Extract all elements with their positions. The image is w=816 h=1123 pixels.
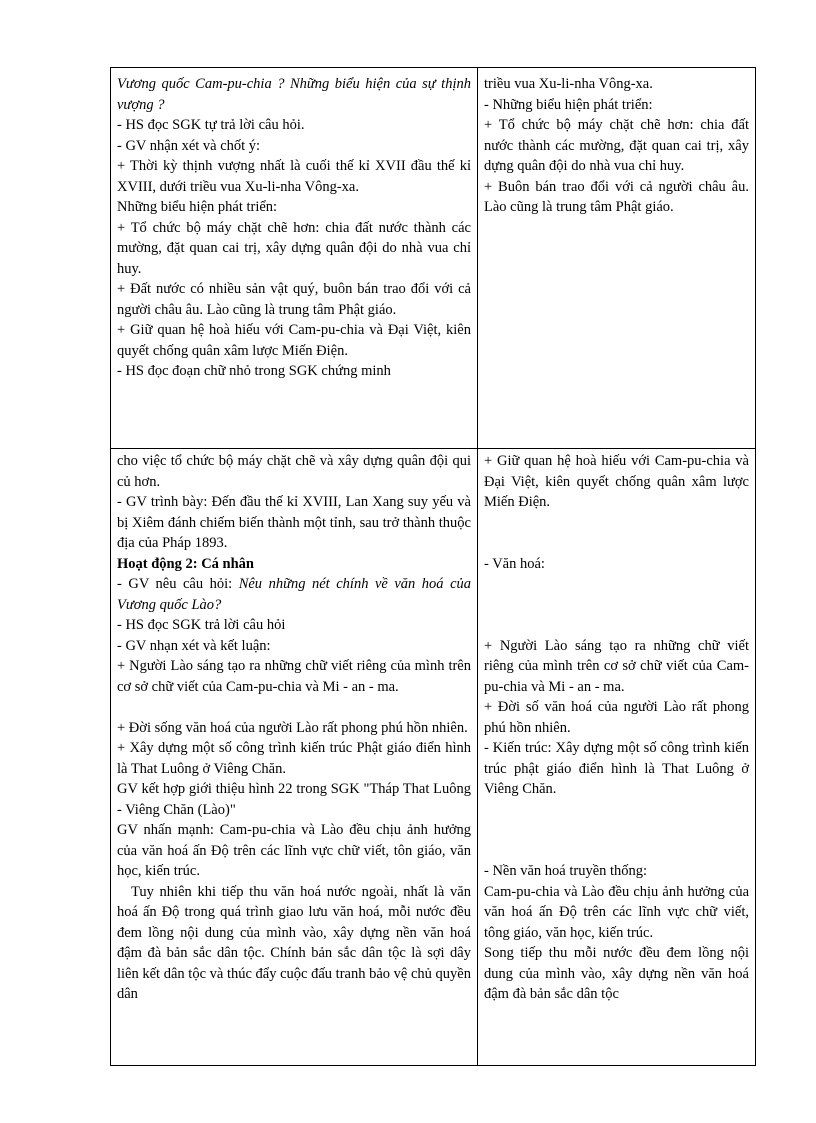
paragraph bbox=[117, 197, 471, 218]
paragraph bbox=[117, 136, 471, 157]
paragraph-text: Song tiếp thu mỗi nước đều đem lồng nội dung của mình vào, xây dựng nền văn hoá đậm đà bản sắc dân tộc bbox=[484, 945, 749, 1002]
paragraph-text: + Thời kỳ thịnh vượng nhất là cuối thế kỉ XVII đầu thế kỉ XVIII, dưới triều vua Xu-li-nha Vông-xa. bbox=[117, 158, 471, 195]
paragraph bbox=[484, 95, 749, 116]
paragraph-text: - HS đọc SGK trả lời câu hỏi bbox=[117, 617, 286, 633]
paragraph bbox=[484, 574, 749, 595]
paragraph bbox=[117, 320, 471, 361]
table-row bbox=[111, 68, 755, 448]
paragraph-text: + Người Lào sáng tạo ra những chữ viết riêng của mình trên cơ sở chữ viết của Cam-pu-chia và Mi - an - ma. bbox=[117, 658, 471, 695]
paragraph-text: - GV nêu câu hỏi: bbox=[117, 576, 239, 592]
paragraph-text: - Nền văn hoá truyền thống: bbox=[484, 863, 648, 879]
content-cell bbox=[478, 68, 755, 448]
paragraph-text: + Đời số văn hoá của người Lào rất phong phú hồn nhiên. bbox=[484, 699, 749, 736]
paragraph bbox=[484, 513, 749, 534]
paragraph bbox=[117, 115, 471, 136]
paragraph bbox=[117, 615, 471, 636]
activity-cell bbox=[111, 449, 478, 1065]
paragraph-text: - HS đọc đoạn chữ nhỏ trong SGK chứng minh bbox=[117, 363, 391, 379]
paragraph bbox=[484, 861, 749, 882]
paragraph bbox=[117, 451, 471, 492]
paragraph bbox=[117, 738, 471, 779]
paragraph-text: - Văn hoá: bbox=[484, 555, 545, 572]
paragraph bbox=[484, 115, 749, 177]
paragraph bbox=[117, 156, 471, 197]
paragraph bbox=[117, 554, 471, 575]
paragraph-text: + Buôn bán trao đổi với cả người châu âu. Lào cũng là trung tâm Phật giáo. bbox=[484, 178, 749, 215]
content-cell bbox=[478, 449, 755, 1065]
paragraph-text: - GV nhạn xét và kết luận: bbox=[117, 637, 271, 654]
paragraph bbox=[117, 718, 471, 739]
paragraph-text: - GV trình bày: Đến đầu thế kỉ XVIII, Lan Xang suy yếu và bị Xiêm đánh chiếm biến thành một tỉnh, sau trở thành thuộc địa của Pháp 1893. bbox=[117, 494, 471, 551]
paragraph-text: - HS đọc SGK tự trả lời câu hỏi. bbox=[117, 117, 305, 133]
paragraph bbox=[117, 820, 471, 882]
paragraph-text: + Đất nước có nhiều sản vật quý, buôn bán trao đổi với cả người châu âu. Lào cũng là trung tâm Phật giáo. bbox=[117, 281, 471, 318]
paragraph bbox=[484, 615, 749, 636]
table-row bbox=[111, 448, 755, 1065]
paragraph bbox=[484, 554, 749, 575]
paragraph bbox=[117, 74, 471, 115]
paragraph-text: - Kiến trúc: Xây dựng một số công trình kiến trúc phật giáo điển hình là That Luông ở Viêng Chăn. bbox=[484, 740, 749, 797]
paragraph bbox=[117, 636, 471, 657]
paragraph bbox=[484, 820, 749, 841]
paragraph bbox=[117, 574, 471, 615]
paragraph-text: Cam-pu-chia và Lào đều chịu ảnh hưởng của văn hoá ấn Độ trên các lĩnh vực chữ viết, tông giáo, văn học, kiến trúc. bbox=[484, 883, 749, 941]
lesson-table bbox=[110, 67, 756, 1066]
paragraph-text: Tuy nhiên khi tiếp thu văn hoá nước ngoài, nhất là văn hoá ấn Độ trong quá trình giao lưu văn hoá, mỗi nước đều đem lồng nội dung của mình vào, xây dựng nền văn hoá đậm đà bản sắc dân tộc. Chính bản sắc dân tộc là sợi dây liên kết dân tộc và thúc đẩy cuộc đấu tranh bảo vệ chủ quyền dân bbox=[117, 883, 471, 1002]
paragraph-text: - Những biểu hiện phát triển: bbox=[484, 96, 653, 113]
paragraph bbox=[484, 841, 749, 862]
paragraph bbox=[117, 656, 471, 697]
paragraph-text: GV nhấn mạnh: Cam-pu-chia và Lào đều chịu ảnh hưởng của văn hoá ấn Độ trên các lĩnh vực chữ viết, tôn giáo, văn học, kiến trúc. bbox=[117, 822, 471, 879]
paragraph bbox=[117, 361, 471, 382]
paragraph bbox=[484, 451, 749, 513]
paragraph bbox=[117, 882, 471, 1005]
paragraph bbox=[484, 74, 749, 95]
paragraph bbox=[117, 279, 471, 320]
paragraph-text: + Đời sống văn hoá của người Lào rất phong phú hồn nhiên. bbox=[117, 719, 468, 736]
paragraph bbox=[117, 697, 471, 718]
paragraph bbox=[484, 800, 749, 821]
paragraph-text: Hoạt động 2: Cá nhân bbox=[117, 555, 254, 572]
paragraph-text: + Xây dựng một số công trình kiến trúc Phật giáo điển hình là That Luông ở Viêng Chăn. bbox=[117, 740, 471, 777]
paragraph bbox=[484, 697, 749, 738]
paragraph-text: Những biểu hiện phát triển: bbox=[117, 199, 278, 215]
question-text: Nêu những nét chính về văn hoá của Vương quốc Lào? bbox=[117, 576, 471, 613]
paragraph bbox=[484, 943, 749, 1005]
paragraph bbox=[117, 492, 471, 554]
paragraph bbox=[484, 882, 749, 944]
paragraph bbox=[484, 636, 749, 698]
paragraph-text: triều vua Xu-li-nha Vông-xa. bbox=[484, 76, 653, 92]
paragraph-text: - GV nhận xét và chốt ý: bbox=[117, 137, 261, 154]
paragraph-text: + Giữ quan hệ hoà hiếu với Cam-pu-chia và Đại Việt, kiên quyết chống quân xâm lược Miến Điện. bbox=[117, 322, 471, 359]
paragraph bbox=[484, 595, 749, 616]
paragraph-text: GV kết hợp giới thiệu hình 22 trong SGK "Tháp That Luông - Viêng Chăn (Lào)" bbox=[117, 781, 471, 818]
paragraph bbox=[484, 177, 749, 218]
paragraph-text: + Người Lào sáng tạo ra những chữ viết riêng của mình trên cơ sở chữ viết của Cam-pu-chia và Mi - an - ma. bbox=[484, 637, 749, 695]
paragraph bbox=[484, 738, 749, 800]
activity-cell bbox=[111, 68, 478, 448]
paragraph bbox=[117, 779, 471, 820]
paragraph-text: + Giữ quan hệ hoà hiếu với Cam-pu-chia và Đại Việt, kiên quyết chống quân xâm lược Miến Điện. bbox=[484, 453, 749, 510]
paragraph bbox=[484, 533, 749, 554]
paragraph-text: Vương quốc Cam-pu-chia ? Những biểu hiện của sự thịnh vượng ? bbox=[117, 76, 471, 113]
paragraph bbox=[117, 218, 471, 280]
paragraph-text: + Tổ chức bộ máy chặt chẽ hơn: chia đất nước thành các mường, đặt quan cai trị, xây dựng quân đội do nhà vua chỉ huy. bbox=[484, 117, 749, 174]
paragraph-text: cho việc tổ chức bộ máy chặt chẽ và xây dựng quân đội qui củ hơn. bbox=[117, 453, 471, 490]
paragraph-text: + Tổ chức bộ máy chặt chẽ hơn: chia đất nước thành các mường, đặt quan cai trị, xây dựng quân đội do nhà vua chỉ huy. bbox=[117, 219, 471, 277]
